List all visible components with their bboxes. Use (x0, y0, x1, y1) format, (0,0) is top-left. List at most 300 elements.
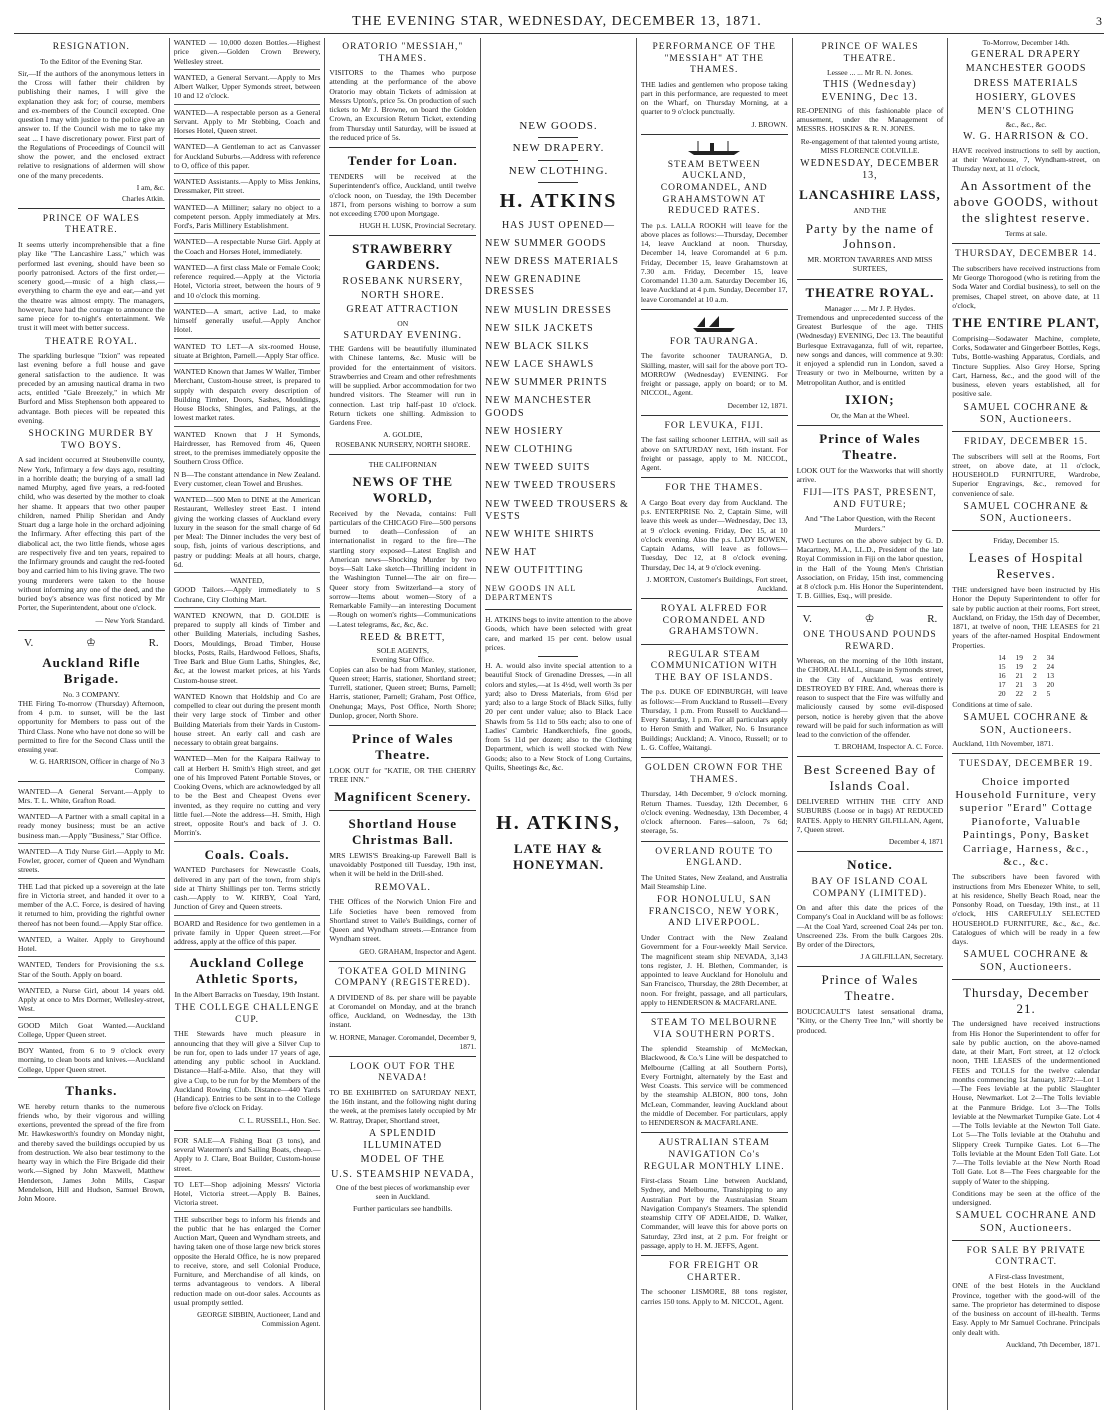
classified-ad: WANTED—A respectable person as a General Servant. Apply to Mr Stebbing, Coach and Horses Hotel, Queen street. (174, 108, 321, 140)
cup-signature: C. L. RUSSELL, Hon. Sec. (238, 1115, 321, 1125)
new-clothing-heading: NEW CLOTHING. (508, 164, 609, 177)
pw2-heading: Prince of Wales Theatre. (819, 430, 921, 462)
divider (538, 656, 578, 657)
table-cell: 20 (1046, 680, 1055, 690)
gold-signature: W. HORNE, Manager. Coromandel, December 9, 1871. (329, 1032, 477, 1051)
divider (641, 415, 788, 416)
scenery-heading: Magnificent Scenery. (334, 789, 472, 805)
bay-coal-date: December 4, 1871 (888, 837, 944, 847)
reward-signature: T. BROHAM, Inspector A. C. Force. (834, 742, 944, 752)
news-heading-small: THE CALIFORNIAN (368, 459, 437, 469)
murder-heading: SHOCKING MURDER BY TWO BOYS. (28, 429, 155, 451)
notice-body: On and after this date the prices of the Company's Coal in Auckland will be as follows:—At the Coal Yard, screened Coal 24s per ton. Unscreened 23s. From the bulk Cargoes 20s. By order of the Directors, (796, 903, 944, 950)
strawberry-signature: A. GOLDIE, (383, 430, 423, 440)
levuka-heading: FOR LEVUKA, FIJI. (664, 420, 764, 431)
perf-notice: THE ladies and gentlemen who propose taking part in this performance, are requested to meet on the Wharf, on Thursday Morning, at a quarter to 9 o'clock punctually. (640, 79, 788, 117)
plant-list: Comprising—Sodawater Machine, complete, Corks, Sodawater and Gingerbeer Bottles, Kegs, Tubs, Bottle-washing Apparatus, Cordials, and Tincture Supplies. Also Grey Horse, Spring Cart, Harness, &c., and the good will of the business, eleven years established, all for positive sale. (952, 333, 1100, 399)
goods-item: NEW GOODS IN ALL DEPARTMENTS (485, 583, 577, 603)
strawberry-sub: NORTH SHORE. (360, 290, 445, 302)
boat-sale-ad: FOR SALE—A Fishing Boat (3 tons), and several Watermen's and Sailing Boats, cheap.—Apply to J. Clare, Boat Builder, Custom-house street. (174, 1136, 321, 1177)
private-date: Auckland, 7th December, 1871. (1005, 1339, 1100, 1349)
column-5 (637, 38, 793, 1410)
overland-notice: The United States, New Zealand, and Australia Mail Steamship Line. (640, 872, 788, 892)
choice-signature: SAMUEL COCHRANE & SON, Auctioneers. (963, 949, 1089, 973)
column-3 (325, 38, 481, 1410)
table-row (993, 689, 1059, 698)
loan-notice: TENDERS will be received at the Superintendent's office, Auckland, until twelve o'clock noon, on Tuesday, the 19th December 1871, from persons wishing to borrow a sum not exceeding £700 upon Mortgage. (329, 172, 477, 219)
pw-evening: THIS (Wednesday) EVENING, Dec 13. (821, 79, 919, 103)
friday-notice: The subscribers will sell at the Rooms, Fort street, on above date, at 11 o'clock, HOUSEHOLD FURNITURE, Wardrobe, Superior Engravings, &c., removed for convenience of sale. (952, 451, 1100, 498)
coals-heading: Coals. Coals. (204, 846, 290, 862)
atkins-special: H. A. would also invite special attention to a beautiful Stock of Grenadine Dresses, —in all colors and styles,—at 1s 4½d, well worth 3s per yard; also to Dress Materials, from 6½d per yard; also to a large Stock of Black Silks, fully 20 per cent under value; also to Black Lace Shawls from 5s 11d to 50s each; also to one of Ladies' Cambric Handkerchiefs, fine goods, from 5s 11d per dozen; also to the Clothing Department, which is well stocked with New Goods; also to a New Stock of Long Curtains, Quilts, Sheetings &c, &c. (485, 661, 632, 772)
divider (174, 1130, 321, 1131)
drapery-line: HOSIERY, GLOVES (975, 91, 1077, 103)
fiji-heading: FIJI—ITS PAST, PRESENT, AND FUTURE; (803, 488, 937, 510)
plant-heading: THE ENTIRE PLANT, (952, 315, 1100, 331)
rifle-notice: THE Firing To-morrow (Thursday) Afternoon, from 4 p.m. to sunset, will be the last opportunity for Members to pass out of the Third Class. None who have not done so will be permitted to fire for the Second Class until the ensuing year. (18, 698, 165, 755)
australian-heading: AUSTRALIAN STEAM NAVIGATION Co's REGULAR MONTHLY LINE. (643, 1138, 785, 1172)
reed-sub: Evening Star Office. (371, 655, 435, 665)
strawberry-sub: GREAT ATTRACTION (346, 304, 460, 316)
private-sub: A First-class Investment, (988, 1272, 1064, 1282)
leases-date: Friday, December 15. (993, 536, 1059, 546)
lots-table (993, 653, 1059, 698)
divider (797, 606, 944, 607)
notice-signature: J A GILFILLAN, Secretary. (860, 952, 944, 962)
has-opened: HAS JUST OPENED— (501, 219, 616, 231)
rifle-heading: Auckland Rifle Brigade. (42, 654, 141, 686)
pw-reopening: RE-OPENING of this fashionable place of amusement, under the Management of MESSRS. HOSKINS & R. N. JONES. (796, 105, 944, 134)
divider (797, 966, 944, 967)
thames-notice: A Cargo Boat every day from Auckland. The p.s. ENTERPRISE No. 2, Captain Sime, will leave this week as under—Wednesday, Dec 13, at 9 o'clock evening. Friday, Dec 15, at 10 o'clock evening. Also the p.s. LADY BOWEN, Captain Adams, will leave as follows—Tuesday, Dec 12, at 8 o'clock evening. Thursday, Dec 14, at 9 o'clock evening. (640, 497, 788, 572)
notice-company: BAY OF ISLAND COAL COMPANY (LIMITED). (811, 877, 929, 899)
classified-ad: THE Lad that picked up a sovereign at the late fire in Victoria street, and handed it over to a member of the A.C. Force, is desired of having it returned to him, providing the rightful owner thereof has not been found.—Apply Star office. (18, 882, 165, 932)
perf-heading: PERFORMANCE OF THE "MESSIAH" AT THE THAMES. (652, 42, 776, 76)
auction-mart-ad: THE subscriber begs to inform his friends and the public that he has enlarged the Corner Auction Mart, Queen and Wyndham streets, and having taken one of those large new brick stores opposite the Herald Office, he is now prepared to receive, store, and sell Colonial Produce, Furniture, and Merchandise of all kinds, on terms advantageous to vendors. A liberal reduction made on out-door sales. Accounts as usual promptly settled. (173, 1214, 321, 1307)
overland-heading: OVERLAND ROUTE TO ENGLAND. (655, 846, 774, 869)
divider (18, 208, 165, 209)
resignation-signature: Charles Atkin. (122, 193, 165, 203)
divider (952, 753, 1100, 754)
classified-ad: GOOD Milch Goat Wanted.—Auckland College, Upper Queen street. (18, 1021, 165, 1044)
levuka-notice: The fast sailing schooner LEITHA, will sail as above on SATURDAY next, 16th instant. For freight or passage, apply to M. NICCOL, Agent. (640, 435, 788, 473)
vr-left: V. (802, 612, 812, 625)
pw3-heading: Prince of Wales Theatre. (821, 972, 919, 1004)
table-row (993, 671, 1059, 680)
strawberry-sub: SATURDAY EVENING. (343, 329, 463, 341)
goods-item: NEW TWEED TROUSERS & VESTS (485, 498, 629, 522)
newspaper-columns (14, 38, 1104, 1410)
theatre-royal-review: The sparkling burlesque "Ixion" was repeated last evening before a full house and gave general satisfaction to the audience. It was preceded by an amusing nautical drama in two acts, entitled "Gale Breezely," in which Mr Burford and Miss Stephenson both appeared to advantage. Both pieces will be repeated this evening. (18, 351, 165, 425)
pw-engagement: Re-engagement of that talented young artiste, MISS FLORENCE COLVILLE. (800, 136, 940, 155)
table-cell: 22 (1015, 689, 1023, 699)
strawberry-sub: ROSEBANK NURSERY, (342, 276, 464, 288)
pw-theatre-review: It seems utterly incomprehensible that a fine play like "The Lancashire Lass," which was performed last evening, should have been so poorly patronised. Actors of the first order,—scenery good,—music of a high class,—everything to charm the eye and ear,—and yet the theatre was almost empty. The managers, however, have had the courage to announce the same piece for to-night's entertainment. We trust it will meet with better success. (18, 240, 165, 333)
vr-right: R. (927, 612, 938, 625)
divider (797, 279, 944, 280)
divider (329, 725, 476, 726)
tauranga-heading: FOR TAURANGA. (669, 336, 759, 347)
goods-item: NEW HOSIERY (485, 425, 565, 437)
column-7 (948, 38, 1104, 1410)
tr-notice: Tremendous and unprecedented success of the Greatest Burlesque of the age. THIS (Wednesday) EVENING, Dec 13. The beautiful Burlesque Extravaganza, full of wit, repartee, new songs and dances, will commence at 9.30: it enjoyed a splendid run in London, saved a Treasury or two in Melbourne, written by a Metropolitan Author, and is entitled (796, 312, 944, 387)
divider (329, 147, 476, 148)
terms: Terms at sale. (1005, 228, 1048, 238)
classified-ad: WANTED, a Waiter. Apply to Greyhound Hotel. (18, 935, 165, 958)
divider (952, 979, 1100, 980)
drapery-etc: &c., &c., &c. (1005, 120, 1047, 130)
reed-sub: SOLE AGENTS, (376, 646, 429, 656)
divider (485, 609, 632, 610)
strawberry-heading: STRAWBERRY GARDENS. (352, 241, 454, 273)
drapery-line: MEN'S CLOTHING (977, 106, 1075, 117)
divider (797, 851, 944, 852)
divider (641, 841, 788, 842)
divider (329, 235, 476, 236)
classified-ad: WANTED—A Gentleman to act as Canvasser for Auckland Suburbs.—Address with reference to O, office of this paper. (174, 142, 321, 174)
classified-ad: WANTED—A smart, active Lad, to make himself generally useful.—Apply Anchor Hotel. (174, 307, 321, 339)
steam1-heading: STEAM BETWEEN AUCKLAND, COROMANDEL, AND GRAHAMSTOWN AT REDUCED RATES. (660, 159, 768, 217)
vr-left: V. (24, 636, 34, 649)
rifle-signature: W. G. HARRISON, Officer in charge of No 3 Company. (29, 757, 165, 776)
sailing-ship-icon (689, 315, 739, 333)
thanks-notice: WE hereby return thanks to the numerous friends who, by their vigorous and willing exertions, prevented the spread of the fire from Mr. Hawkesworth's foundry on Monday night, and thereby saved the buildings occupied by us from destruction. We also bear testimony to the hearty way in which the Fire Brigade did their work.—Signed by John Maxwell, Matthew Henderson, James John Mills, Caspar Mendelson, Hill and Hudson, Samuel Brown, John Moore. (18, 1101, 165, 1204)
table-row (993, 680, 1059, 689)
fiji-sub: And "The Labor Question, with the Recent Murders." (804, 514, 936, 533)
private-notice: ONE of the best Hotels in the Auckland Province, together with the good-will of the same. The proprietor has determined to dispose of the business on account of ill-health. Terms Easy. Apply to Mr Samuel Cochrane. Principals only dealt with. (952, 1281, 1100, 1337)
goods-item: NEW HAT (485, 547, 537, 559)
classified-ad: WANTED Assistants.—Apply to Miss Jenkins, Dressmaker, Pitt street. (174, 177, 321, 200)
tr-ixion: IXION; (845, 391, 895, 407)
dec21-signature: SAMUEL COCHRANE AND SON, Auctioneers. (955, 1210, 1097, 1234)
classified-ad: WANTED KNOWN, that D. GOLDIE is prepared to supply all kinds of Timber and other Building Materials, including Sashes, Doors, Mouldings, Broad Timber, House blocks, Posts, Rails, Hardwood Felloes, Shafts, Tree Bark and Blue Gum Laths, Shingles, &c, &c, at the lowest market prices, at his Yards Custom-house street. (174, 611, 321, 689)
divider (641, 644, 788, 645)
goods-item: NEW GRENADINE DRESSES (485, 274, 582, 298)
table-cell: 14 (998, 652, 1006, 662)
classified-ad: WANTED — 10,000 dozen Bottles.—Highest price given.—Golden Crown Brewery, Wellesley street. (174, 38, 321, 70)
choice-notice: The subscribers have been favored with instructions from Mrs Ebenezer White, to sell, at his residence, Shelly Beach Road, near the Ponsonby Road, on Tuesday, 19th inst., at 11 o'clock, HIS CAREFULLY SELECTED HOUSEHOLD FURNITURE, &c., &c., &c. Catalogues of which will be ready in a few days. (952, 872, 1100, 947)
melbourne-notice: The splendid Steamship of McMeckan, Blackwood, & Co.'s Line will be despatched to Melbourne (Calling at all Southern Ports), Every Fortnight, alternately by the East and West Coasts. This service will be commenced by the steamship ALBION, 800 tons, John McLean, Commander, leaving Auckland about the middle of December. For particulars, apply to HENDERSON & MACFARLANE. (640, 1044, 788, 1128)
thames-signature: J. MORTON, Customer's Buildings, Fort street, Auckland. (646, 574, 788, 593)
column-1 (14, 38, 170, 1410)
goods-item: NEW BLACK SILKS (485, 340, 590, 352)
classified-ad: BOY Wanted, from 6 to 9 o'clock every morning, to clean boots and knives.—Auckland College, Upper Queen street. (18, 1046, 165, 1078)
vr-cipher (24, 637, 159, 650)
sports-heading: Auckland College Athletic Sports, (189, 955, 305, 987)
classified-ad: WANTED—A Milliner; salary no object to a competent person. Apply immediately at Mrs. Ford's, Paris Millinery Establishment. (174, 203, 321, 235)
classified-ad: WANTED—Men for the Kaipara Railway to call at Herbert H. Smith's High street, and get one of his Improved Patent Portable Stoves, or Cooking Ovens, which are acknowledged by all to be the Best and Cheapest Ovens ever invented, as they require no cutting and very little fuel.—Note the address—H. Smith, High street, opposite Rout's and back of J. O. Morrin's. (174, 754, 321, 841)
masthead-rule (14, 33, 1104, 34)
theatre-royal-heading: THEATRE ROYAL. (45, 336, 138, 347)
classified-ad: WANTED TO LET—A six-roomed House, situate at Brighton, Parnell.—Apply Star office. (174, 342, 321, 365)
freight-notice: The schooner LISMORE, 88 tons register, carries 150 tons. Apply to M. NICCOL, Agent. (640, 1287, 788, 1306)
tailors-heading: WANTED, (230, 576, 265, 585)
reed-agents: Copies can also be had from Manley, stationer, Queen street; Harris, stationer, Shortland street; Turrell, stationer, Queen street; Burns, Parnell; Harris, stationer, Parnell; Graham, Post Office, Onehunga; Mays, Post Office, North Shore; Dunlop, grocer, North Shore. (329, 664, 477, 720)
auction-mart-signature: GEORGE SIBBIN, Auctioneer, Land and Commission Agent. (197, 1310, 321, 1329)
table-cell: 16 (998, 671, 1006, 680)
classified-ad: WANTED, Tenders for Provisioning the s.s. Star of the South. Apply on board. (18, 960, 165, 983)
divider (641, 598, 788, 599)
column-2 (170, 38, 326, 1410)
classified-ad: WANTED, a General Servant.—Apply to Mrs Albert Walker, Upper Symonds street, between 10 and 12 o'clock. (174, 73, 321, 105)
crest-icon: ♔ (86, 636, 96, 649)
leases-notice: THE undersigned have been instructed by His Honor the Deputy Superintendent to offer for sale by public auction at their rooms, Fort street, Auckland, on Friday, the 15th day of December, 1871, at twelve of noon, THE LEASES for 21 years of the after-named Hospital Endowment Properties. (952, 585, 1100, 650)
masthead (0, 0, 1114, 34)
spacer (485, 775, 632, 805)
coals-ad: WANTED Purchasers for Newcastle Coals, delivered in any part of the town, from ship's side at Thirty Shillings per ton. Terms strictly cash.—Apply to W. KIRBY, Coal Yard, Junction of Grey and Queen streets. (174, 865, 321, 915)
pw-cast: MR. MORTON TAVARRES AND MISS SURTEES, (807, 255, 933, 274)
leases-heading: Leases of Hospital Reserves. (968, 550, 1084, 582)
goods-item: NEW WHITE SHIRTS (485, 528, 595, 540)
steamship-icon (684, 140, 744, 156)
goods-item: NEW LACE SHAWLS (485, 359, 595, 371)
goods-item: NEW TWEED SUITS (485, 462, 591, 474)
perf-signature: J. BROWN. (751, 119, 788, 129)
tailors-ad: GOOD Tailors.—Apply immediately to S Cochrane, City Clothing Mart. (174, 585, 321, 608)
drapery-line: DRESS MATERIALS (973, 77, 1079, 89)
golden-crown-heading: GOLDEN CROWN FOR THE THAMES. (645, 763, 784, 785)
classified-ad: WANTED—A first class Male or Female Cook; reference required.—Apply at the Victoria Hotel, Victoria street, between the hours of 9 and 10 o'clock this morning. (174, 263, 321, 304)
pw3-notice: BOUCICAULT'S latest sensational drama, "Kitty, or the Cherry Tree Inn," will shortly be produced. (796, 1007, 944, 1035)
strawberry-sub: ON (397, 318, 409, 328)
royal-alfred-heading: ROYAL ALFRED FOR COROMANDEL AND GRAHAMSTOWN. (660, 603, 768, 638)
lots-date: Auckland, 11th November, 1871. (952, 738, 1054, 748)
nevada-heading: LOOK OUT FOR THE NEVADA! (349, 1061, 456, 1084)
atkins-late: LATE HAY & HONEYMAN. (513, 841, 604, 873)
classified-ad: N B—The constant attendance in New Zealand. Every customer, clean Towel and Brushes. (174, 470, 321, 493)
column-6 (793, 38, 949, 1410)
strawberry-notice: THE Gardens will be beautifully illuminated with Chinese lanterns, &c. Music will be provided for the entertainment of visitors. Strawberries and Cream and other refreshments will be supplied. Arbor accommodation for two hundred visitors. The Steamer will run in connection. Last trip half-past 10 o'clock. Return tickets one shilling. Admission to Gardens Free. (329, 344, 477, 428)
table-cell: 21 (1015, 671, 1023, 680)
rifle-subheading: No. 3 COMPANY. (62, 689, 120, 699)
choice-heading: Choice imported Household Furniture, very superior "Erard" Cottage Pianoforte, Valuable Paintings, Pony, Basket Carriage, Harness, &c., &c., &c. (955, 775, 1097, 868)
cup-notice: THE Stewards have much pleasure in announcing that they will give a Silver Cup to be run for, open to lads under 17 years of age, attending any public school in Auckland. Distance—Half-a-Mile. Also, that they will give a Cup, to be run for by the Members of the Auckland Rowing Club. Distance—440 Yards (Handicap). Entries to be sent in to the College before five o'clock on Friday. (173, 1029, 321, 1113)
vr-cipher (803, 613, 938, 626)
thames-heading: FOR THE THAMES. (665, 483, 764, 494)
reed-heading: REED & BRETT, (360, 631, 446, 643)
table-cell: 2 (1032, 689, 1037, 699)
resignation-heading: RESIGNATION. (52, 42, 130, 52)
table-cell: 5 (1046, 689, 1051, 699)
thursday-notice: The subscribers have received instructions from Mr George Thorogood (who is retiring from the Soda Water and Cordial business), to sell on the premises, Chapel street, on above date, at 11 o'clock, (952, 263, 1100, 310)
harrison-notice: HAVE received instructions to sell by auction, at their Warehouse, 7, Wyndham-street, on Thursday next, at 11 o'clock, (952, 145, 1100, 174)
friday-heading: FRIDAY, DECEMBER 15. (964, 437, 1089, 448)
table-cell: 13 (1046, 671, 1055, 680)
drapery-line: GENERAL DRAPERY (971, 49, 1082, 61)
atkins-heading: H. ATKINS (499, 190, 618, 213)
goods-item: NEW SUMMER GOODS (485, 237, 607, 249)
pw2-heading: Prince of Wales Theatre. (352, 731, 454, 763)
page-number: 3 (1096, 14, 1102, 28)
nevada-note: Further particulars see handbills. (353, 1204, 453, 1214)
melbourne-heading: STEAM TO MELBOURNE VIA SOUTHERN PORTS. (651, 1018, 778, 1040)
fiji-lecture: TWO Lectures on the above subject by G. D. Macartney, M.A., LL.D., President of the late Royal Commission in Fiji on the labor question, in the Hall of the Young Men's Christian Association, on Friday, 15th inst, commencing at 8 o'clock p.m. His Honor the Superintendent, T. B. Gillies, Esq., will preside. (796, 535, 944, 601)
thursday-heading: THURSDAY, DECEMBER 14. (954, 249, 1098, 260)
loan-signature: HUGH H. LUSK, Provincial Secretary. (359, 221, 477, 231)
table-row (993, 662, 1059, 671)
news-contents: Received by the Nevada, contains: Full particulars of the CHICAGO Fire—500 persons burned to death—Confession of an internationalist in regard to the fire—The startling story exposed—Latest English and American news—Shocking Murder by two boys—Salt Lake sketch—Thrilling incident in the Washington Tunnel—The air on fire—Queer story from Switzerland—a story of sorrow—Items about women—Story of a Remarkable Family—an interesting Document—Rough on women's rights—Communications—Latest telegrams, &c, &c, &c. (329, 508, 477, 629)
divider (641, 757, 788, 758)
private-heading: FOR SALE BY PRIVATE CONTRACT. (966, 1245, 1086, 1268)
bay-coal-notice: DELIVERED WITHIN THE CITY AND SUBURBS (Loose or in bags) AT REDUCED RATES. Apply to HENRY GILFILLAN, Agent, 7, Queen street. (796, 797, 944, 834)
resignation-closing: I am, &c. (136, 182, 165, 192)
pw-lessee: Lessee ... ... Mr R. N. Jones. (827, 68, 913, 78)
resignation-letter: Sir,—If the authors of the anonymous letters in the Cross will father their children by publishing their names, I will give the explanation they ask for; of course, members and ex-members of the Council excepted. One question I may with justice to the police give an answer to. If the Council wish me to take my seat ... I have discretionary power. First part of the Regulations of Proceedings of Council will show the power, and the enclosed extract relative to resignations of aldermen will show one of the many precedents. (18, 68, 165, 180)
cup-heading: THE COLLEGE CHALLENGE CUP. (174, 1003, 320, 1025)
newspaper-title: THE EVENING STAR, WEDNESDAY, DECEMBER 13, 1871. (352, 14, 762, 29)
divider (952, 431, 1100, 432)
classified-ad: WANTED, a Nurse Girl, about 14 years old. Apply at once to Mrs Dormer, Wellesley-street, West. (18, 986, 165, 1018)
atkins-footer: H. ATKINS, (496, 812, 621, 835)
freight-heading: FOR FREIGHT OR CHARTER. (669, 1261, 760, 1283)
divider (538, 137, 578, 138)
goods-item: NEW DRESS MATERIALS (485, 255, 619, 267)
divider (641, 309, 788, 310)
nevada-sub: MODEL OF THE (360, 1154, 445, 1166)
table-cell: 2 (1032, 661, 1037, 671)
divider (797, 425, 944, 426)
pw-theatre-heading: PRINCE OF WALES THEATRE. (42, 213, 140, 236)
pw-and: AND THE (853, 206, 887, 216)
pw-date: WEDNESDAY, DECEMBER 13, (800, 158, 940, 182)
removal-notice: THE Offices of the Norwich Union Fire and Life Societies have been removed from Shortland street to Vaile's Buildings, corner of Queen and Wyndham streets.—Entrance from Wyndham street. (329, 897, 477, 944)
removal-signature: GEO. GRAHAM, Inspector and Agent. (359, 946, 477, 956)
nevada-tail: One of the best pieces of workmanship ever seen in Auckland. (336, 1182, 470, 1201)
oratorio-heading: ORATORIO "MESSIAH," THAMES. (342, 42, 464, 64)
news-heading: NEWS OF THE WORLD, (352, 474, 454, 505)
classified-ad: WANTED—A Tidy Nurse Girl.—Apply to Mr. Fowler, grocer, corner of Queen and Wyndham streets. (18, 847, 165, 879)
honolulu-heading: FOR HONOLULU, SAN FRANCISCO, NEW YORK, AND LIVERPOOL. (648, 895, 780, 929)
divider (329, 1056, 476, 1057)
tr-ixion-sub: Or, the Man at the Wheel. (830, 410, 910, 420)
gold-heading: TOKATEA GOLD MINING COMPANY (REGISTERED). (334, 966, 471, 989)
nevada-sub: A SPLENDID ILLUMINATED (363, 1127, 443, 1152)
assortment-heading: An Assortment of the above GOODS, without the slightest reserve. (953, 178, 1099, 226)
divider (329, 961, 476, 962)
divider (641, 477, 788, 478)
divider (797, 756, 944, 757)
new-drapery-heading: NEW DRAPERY. (512, 142, 605, 155)
australian-notice: First-class Steam Line between Auckland, Sydney, and Melbourne, Transhipping to any Australian Port by the Australasian Steam Navigation Company's Steamers. The splendid steamship CITY OF ADELAIDE, D. Walker, Commander, will leave this for above ports on Saturday, 23rd inst, at 2 p.m. For freight or passage, apply to H. M. JEFFS, Agent. (640, 1176, 788, 1250)
sports-subheading: In the Albert Barracks on Tuesday, 19th Instant. (174, 990, 320, 1000)
classified-ad: WANTED Known that Holdship and Co are compelled to clear out during the present month their very large stock of Timber and other Building Materials from their Yards in Custom-house street. An early call and cash are necessary to obtain great bargains. (174, 692, 321, 752)
classified-ad: WANTED—A General Servant.—Apply to Mrs. T. L. White, Grafton Road. (18, 787, 165, 810)
pw-party: Party by the name of Johnson. (805, 220, 935, 252)
lots-note: Conditions at time of sale. (952, 700, 1033, 710)
table-cell: 19 (1015, 652, 1023, 662)
steam1-notice: The p.s. LALLA ROOKH will leave for the above places as follows:—Thursday, December 14, leave Auckland at noon. Thursday, December 14, leave Coromandel at 6 p.m. Friday, December 15, leave Grahamstown at 7.30 a.m. Friday, December 15, leave Coromandel 11.30 a.m. Saturday December 16, leave Auckland at 4 p.m. Sunday, December 17, leave Coromandel at 10 a.m. (640, 220, 788, 304)
dec21-heading: Thursday, December 21. (963, 984, 1090, 1016)
oratorio-notice: VISITORS to the Thames who purpose attending at the performance of the above Oratorio may obtain Tickets of admission at Messrs Upton's, price 5s. On production of such tickets to Mr J. Browne, on board the Golden Crown, an Excursion Return Ticket, extending from Thursday until Saturday, will be issued at the reduced price of 5s. (329, 68, 477, 142)
goods-item: NEW MUSLIN DRESSES (485, 304, 612, 316)
atkins-invitation: H. ATKINS begs to invite attention to the above Goods, which have been selected with great care, and marked 15 per cent. below usual prices. (485, 615, 632, 652)
divider (952, 530, 1100, 531)
pw2-notice: LOOK OUT for the Waxworks that will shortly arrive. (796, 465, 944, 484)
cochrane-signature: SAMUEL COCHRANE & SON, Auctioneers. (963, 401, 1089, 425)
classified-ad: WANTED—A Partner with a small capital in a ready money business; must be an active business man.—Apply "Business," Star Office. (18, 812, 165, 844)
murder-article: A sad incident occurred at Steubenville county, New York, Infirmary a few days ago, resulting in a horrible death; the burying of a small lad named Murphy, aged five years, a red-footed child, who was deserted by the mother to cloak her shame. It appears that two other pauper children, named Philip Sheridan and Andy Stuart dug a large hole in the orchard adjoining the Infirmary. After effecting this part of the diabolical act, the two little fiends, whose ages are respectively five and ten years, repaired to the Infirmary grounds and caught the red-footed boy and carried him to his living grave. The two young murderers were taken to the house without informing any one of the deed, and the buried boy's absence was first noticed by Mr Porter, the Superintendent, about one o'clock. (18, 455, 165, 613)
divider (18, 630, 165, 631)
divider (641, 134, 788, 135)
reward-notice: Whereas, on the morning of the 10th instant, the CHORAL HALL, situate in Symonds street, in the City of Auckland, was entirely DESTROYED BY FIRE. And, whereas there is reason to suspect that the Fire was wilfully and maliciously caused by some evil-disposed person, notice is hereby given that the above reward will be paid for such information as will lead to the conviction of the offender. (796, 656, 944, 740)
reward-heading: ONE THOUSAND POUNDS REWARD. (803, 629, 937, 652)
honolulu-notice: Under Contract with the New Zealand Government for a Four-weekly Mail Service. The magnificent steam ship NEVADA, 3,143 tons register, J. H. Blethen, Commander, is appointed to leave Auckland for Honolulu and San Francisco, Thursday, the 28th December, at noon. For freight, passage, and all particulars, apply to HENDERSON & MACFARLANE. (640, 933, 788, 1007)
resignation-salutation: To the Editor of the Evening Star. (40, 56, 143, 66)
divider (641, 1132, 788, 1133)
shop-let-ad: TO LET—Shop adjoining Messrs' Victoria Hotel, Victoria street.—Apply B. Baines, Victoria street. (174, 1180, 321, 1212)
divider (18, 781, 165, 782)
classified-ad: WANTED Known that James W Waller, Timber Merchant, Custom-house street, is prepared to supply with despatch every description of Building Timber, Doors, Sashes, Mouldings, House Blocks, Shingles, and Palings, at the lowest market rates. (174, 367, 321, 427)
goods-item: NEW SUMMER PRINTS (485, 377, 608, 389)
ball-heading: Shortland House Christmas Ball. (348, 816, 458, 848)
removal-heading: REMOVAL. (374, 882, 431, 893)
table-cell: 21 (1015, 680, 1023, 690)
strawberry-signature-place: ROSEBANK NURSERY, NORTH SHORE. (335, 439, 471, 449)
table-row (993, 653, 1059, 662)
divider (538, 182, 578, 183)
divider (329, 454, 476, 455)
classified-ad: WANTED—A respectable Nurse Girl. Apply at the Coach and Horses Hotel, immediately. (174, 237, 321, 260)
table-cell: 20 (998, 689, 1006, 699)
divider (329, 810, 476, 811)
dec21-notice: The undersigned have received instructions from His Honor the Superintendent to offer for sale by public auction, on the above-named date, at their Mart, Fort street, at 12 o'clock noon, THE LEASES of the undermentioned FEES and TOLLS for the twelve calendar months commencing 1st January, 1872:—Lot 1—The Fees leviable at the public Slaughter House, Newmarket. Lot 2—The Tolls leviable at the Panmure Bridge. Lot 3—The Tolls leviable at the Newmarket Turnpike Gate. Lot 4—The Tolls leviable at the Newton Toll Gate. Lot 5—The Tolls leviable at the Otahuhu and Slippery Creek Turnpike Gates. Lot 6—The Tolls leviable at the Mount Eden Toll Gate. Lot 7—The Tolls leviable at the New North Road Toll Gate. Lot 8—The Fees chargeable for the supply of Water to the shipping. (952, 1019, 1100, 1186)
notice-heading: Notice. (847, 857, 893, 873)
murder-source: — New York Standard. (95, 615, 165, 625)
goods-item: NEW CLOTHING (485, 444, 574, 456)
table-cell: 19 (1015, 661, 1023, 671)
tr-manager: Manager ... ... Mr J. P. Hydes. (824, 303, 916, 313)
board-ad: BOARD and Residence for two gentlemen in a private family in Upper Queen street.—For address, apply at the office of this paper. (174, 919, 321, 951)
bay-coal-heading: Best Screened Bay of Islands Coal. (803, 762, 937, 794)
nevada-sub: U.S. STEAMSHIP NEVADA, (331, 1168, 475, 1180)
tuesday-heading: TUESDAY, DECEMBER 19. (959, 758, 1094, 769)
divider (952, 1240, 1100, 1241)
pw2-notice: LOOK OUT for "KATIE, OR THE CHERRY TREE INN." (329, 765, 477, 785)
spacer (485, 38, 632, 118)
goods-item: NEW SILK JACKETS (485, 322, 594, 334)
divider (641, 1012, 788, 1013)
tauranga-date: December 12, 1871. (727, 400, 788, 410)
thanks-heading: Thanks. (65, 1082, 118, 1098)
classified-ad: WANTED—500 Men to DINE at the American Restaurant, Wellesley street East. I intend giving the working classes of Auckland every luxury in the season for the small charge of 6d per Meal: The Dinner includes the very best of soup, fish, joints of various descriptions, and pastry or pudding: Meals at all hours, charge, 6d. (174, 495, 321, 573)
table-cell: 24 (1046, 661, 1055, 671)
table-cell: 15 (998, 661, 1006, 671)
table-cell: 17 (998, 680, 1006, 690)
top-date: To-Morrow, December 14th. (982, 38, 1070, 47)
goods-item: NEW TWEED TROUSERS (485, 480, 617, 492)
ball-notice: MRS LEWIS'S Breaking-up Farewell Ball is unavoidably Postponed till Tuesday, 19th inst, when it will be held in the Drill-shed. (329, 850, 477, 879)
gold-notice: A DIVIDEND of 8s. per share will be payable at Coromandel on Monday, and at the branch office, Auckland, on Wednesday, the 13th instant. (329, 992, 477, 1030)
table-cell: 34 (1046, 652, 1055, 662)
classified-ad: WANTED Known that J H Symonds, Hairdresser, has Removed from 46, Queen street, to the premises immediately opposite the Southern Cross Office. (173, 429, 321, 467)
pw-play: LANCASHIRE LASS, (799, 187, 941, 203)
divider (952, 243, 1100, 244)
new-goods-heading: NEW GOODS. (519, 120, 598, 132)
harrison-heading: W. G. HARRISON & CO. (963, 131, 1090, 143)
dec21-note: Conditions may be seen at the office of the undersigned. (952, 1188, 1100, 1208)
loan-heading: Tender for Loan. (347, 153, 458, 169)
golden-crown-notice: Thursday, 14th December, 9 o'clock morning. Return Thames. Tuesday, 12th December, 6 o'clock evening. Wednesday, 13th December, 4 o'clock afternoon. Fares—saloon, 7s 6d; steerage, 5s. (640, 789, 788, 836)
divider (641, 1255, 788, 1256)
regular-notice: The p.s. DUKE OF EDINBURGH, will leave as follows:—From Auckland to Russell—Every Thursday, 1 p.m. From Russell to Auckland—Every Saturday, 1 p.m. For all particulars apply to Heron Smith and Walker, No. 6 Insurance Buildings; Auckland; A. Vinoco, Russell; or to L. G. Coffee, Waitangi. (640, 687, 788, 752)
column-4 (481, 38, 637, 1410)
nevada-notice: TO BE EXHIBITED on SATURDAY NEXT, the 16th instant, and the following night during the week, at the premises lately occupied by Mr W. Rattray, Draper, Shortland street, (329, 1087, 477, 1125)
lots-signature: SAMUEL COCHRANE & SON, Auctioneers. (963, 712, 1089, 736)
vr-right: R. (148, 636, 159, 649)
table-cell: 2 (1032, 671, 1037, 680)
cochrane-signature: SAMUEL COCHRANE & SON, Auctioneers. (963, 500, 1089, 525)
pw-heading: PRINCE OF WALES THEATRE. (821, 42, 919, 64)
